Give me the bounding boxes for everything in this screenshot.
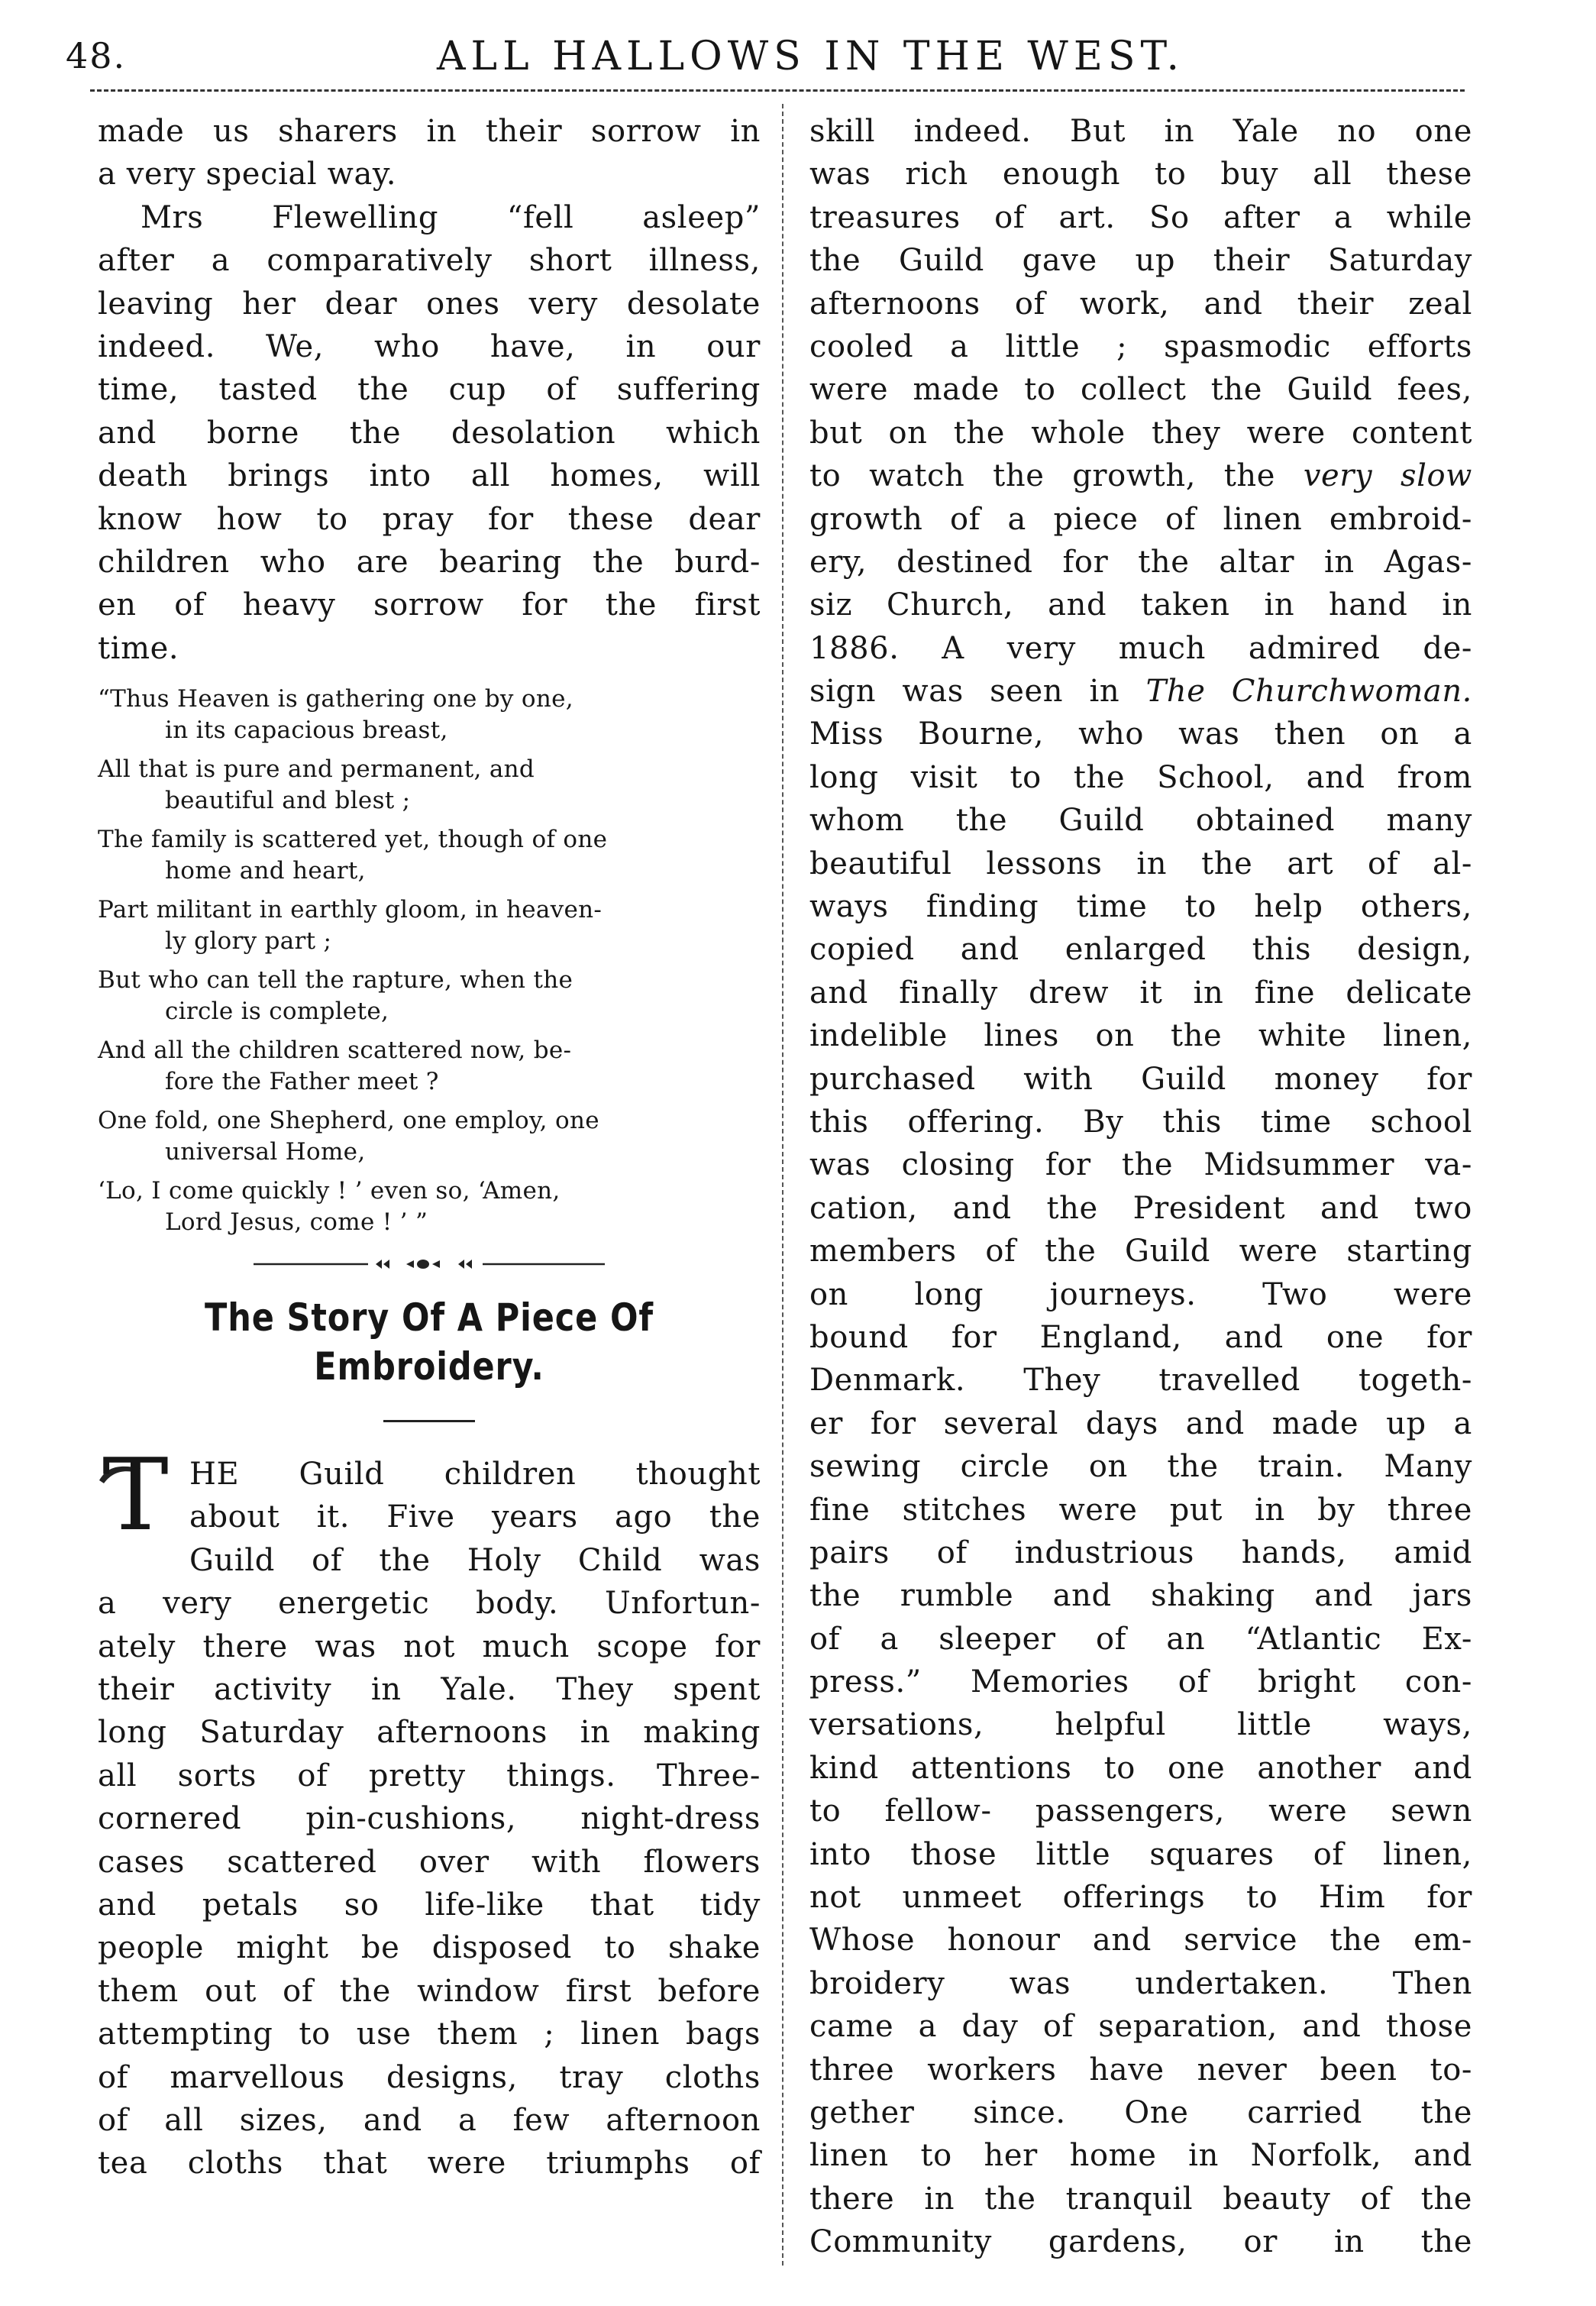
text-line: leaving her dear ones very desolate [98,286,761,322]
text-line: cation, and the President and two [809,1190,1472,1226]
text-line: after a comparatively short illness, [98,243,761,279]
poem-line: beautiful and blest ; [165,787,411,815]
poem-line: fore the Father meet ? [165,1068,439,1096]
text-line: beautiful lessons in the art of al- [809,846,1472,881]
text-line: of marvellous designs, tray cloths [98,2059,761,2095]
text-line: was rich enough to buy all these [809,157,1472,192]
text-line: their activity in Yale. They spent [98,1672,761,1708]
text-line: skill indeed. But in Yale no one [809,114,1472,149]
text-line: this offering. By this time school [809,1104,1472,1140]
article-title-line: The Story Of A Piece Of [205,1295,654,1341]
article-title [144,1293,714,1391]
text-line: afternoons of work, and their zeal [809,286,1472,322]
column-divider [782,104,783,2266]
text-line: Miss Bourne, who was then on a [809,716,1472,752]
section-ornament [98,1238,761,1290]
text-line: indeed. We, who have, in our [98,328,761,364]
text-line: a very special way. [98,157,397,192]
text-line: the rumble and shaking and jars [809,1578,1472,1614]
text-line [809,454,1472,497]
text-line: ery, destined for the altar in Agas- [809,544,1472,580]
article-title-line: Embroidery. [314,1344,544,1389]
text-line: linen to her home in Norfolk, and [809,2138,1472,2174]
text-line: time, tasted the cup of suffering [98,372,761,408]
poem-line: One fold, one Shepherd, one employ, one [98,1107,599,1135]
poem-line: ly glory part ; [165,927,332,956]
text-line: Guild of the Holy Child was [189,1542,761,1578]
italic-publication-title: The Churchwoman. [1145,674,1472,710]
text-line: death brings into all homes, will [98,458,761,494]
text-line: growth of a piece of linen embroid- [809,501,1472,537]
text-line: fine stitches were put in by three [809,1492,1472,1528]
text-line: pairs of industrious hands, amid [809,1535,1472,1570]
article-body [98,1437,761,2185]
text-line: en of heavy sorrow for the first [98,587,761,623]
text-segment: to watch the growth, the [809,458,1276,494]
text-line: bound for England, and one for [809,1319,1472,1355]
right-column [809,110,1472,2264]
text-line: Denmark. They travelled togeth- [809,1363,1472,1399]
text-line: treasures of art. So after a while [809,199,1472,235]
poem-line: Part militant in earthly gloom, in heaven- [98,896,603,924]
text-line: was closing for the Midsummer va- [809,1147,1472,1183]
text-line: all sorts of pretty things. Three- [98,1758,761,1793]
header-rule [90,89,1465,92]
text-line: purchased with Guild money for [809,1061,1472,1097]
text-line: HE Guild children thought [189,1457,761,1493]
text-line: Mrs Flewelling “fell asleep” [141,199,761,235]
text-line: there in the tranquil beauty of the [809,2181,1472,2217]
text-line: not unmeet offerings to Him for [809,1880,1472,1916]
text-line: into those little squares of linen, [809,1836,1472,1872]
poem-line: home and heart, [165,857,366,885]
text-line: cornered pin-cushions, night-dress [98,1801,761,1837]
text-line: cooled a little ; spasmodic efforts [809,328,1472,364]
text-line: but on the whole they were content [809,415,1472,451]
text-line: attempting to use them ; linen bags [98,2017,761,2052]
poem-line: But who can tell the rapture, when the [98,966,573,995]
text-line: gether since. One carried the [809,2094,1472,2130]
text-line: versations, helpful little ways, [809,1707,1472,1743]
poem-line: “Thus Heaven is gathering one by one, [98,685,573,713]
poem-line: All that is pure and permanent, and [98,755,535,784]
text-line: er for several days and made up a [809,1405,1472,1441]
text-line: broidery was undertaken. Then [809,1965,1472,2001]
text-line: indelible lines on the white linen, [809,1018,1472,1054]
italic-phrase: very slow [1303,458,1472,494]
text-line: sewing circle on the train. Many [809,1449,1472,1485]
text-line: Whose honour and service the em- [809,1923,1472,1958]
text-line: Community gardens, or in the [809,2224,1472,2260]
text-line: cases scattered over with flowers [98,1844,761,1880]
poem-line: The family is scattered yet, though of one [98,826,608,854]
text-segment: sign was seen in [809,674,1120,710]
text-line: siz Church, and taken in hand in [809,587,1472,623]
text-line: kind attentions to one another and [809,1750,1472,1786]
poem [98,684,761,1238]
text-line: whom the Guild obtained many [809,803,1472,839]
left-column [98,110,761,2185]
poem-line: And all the children scattered now, be- [98,1037,572,1065]
page-number: 48. [66,35,127,76]
text-line: the Guild gave up their Saturday [809,243,1472,279]
text-line: them out of the window first before [98,1973,761,2009]
text-line: members of the Guild were starting [809,1234,1472,1269]
text-line: about it. Five years ago the [189,1499,761,1535]
poem-line: in its capacious breast, [165,716,448,745]
text-line: know how to pray for these dear [98,501,761,537]
text-line: 1886. A very much admired de- [809,630,1472,666]
text-line: were made to collect the Guild fees, [809,372,1472,408]
poem-line: universal Home, [165,1138,366,1166]
poem-line: circle is complete, [165,998,389,1026]
drop-cap [102,1437,192,1554]
text-line: long Saturday afternoons in making [98,1715,761,1751]
text-line: three workers have never been to- [809,2052,1472,2088]
running-title: ALL HALLOWS IN THE WEST. [437,34,1185,79]
text-line: tea cloths that were triumphs of [98,2146,761,2181]
poem-line: Lord Jesus, come ! ’ ” [165,1208,428,1237]
title-rule [383,1420,475,1422]
text-line: on long journeys. Two were [809,1276,1472,1312]
text-line [809,670,1472,713]
drop-cap-letter: T [102,1437,169,1554]
text-line: long visit to the School, and from [809,759,1472,795]
text-line: and petals so life-like that tidy [98,1887,761,1923]
poem-line: ‘Lo, I come quickly ! ’ even so, ‘Amen, [98,1177,561,1205]
text-line: ately there was not much scope for [98,1628,761,1664]
text-line: to fellow- passengers, were sewn [809,1793,1472,1829]
text-line: came a day of separation, and those [809,2009,1472,2045]
text-line: time. [98,630,179,666]
text-line: press.” Memories of bright con- [809,1664,1472,1700]
text-line: copied and enlarged this design, [809,932,1472,968]
text-line: and finally drew it in fine delicate [809,975,1472,1011]
text-line: people might be disposed to shake [98,1930,761,1966]
text-line: made us sharers in their sorrow in [98,114,761,149]
text-line: and borne the desolation which [98,415,761,451]
text-line: of all sizes, and a few afternoon [98,2102,761,2138]
text-line: a very energetic body. Unfortun- [98,1586,761,1622]
text-line: ways finding time to help others, [809,889,1472,925]
obituary-paragraph [98,110,761,670]
text-line: children who are bearing the burd- [98,544,761,580]
text-line: of a sleeper of an “Atlantic Ex- [809,1621,1472,1657]
